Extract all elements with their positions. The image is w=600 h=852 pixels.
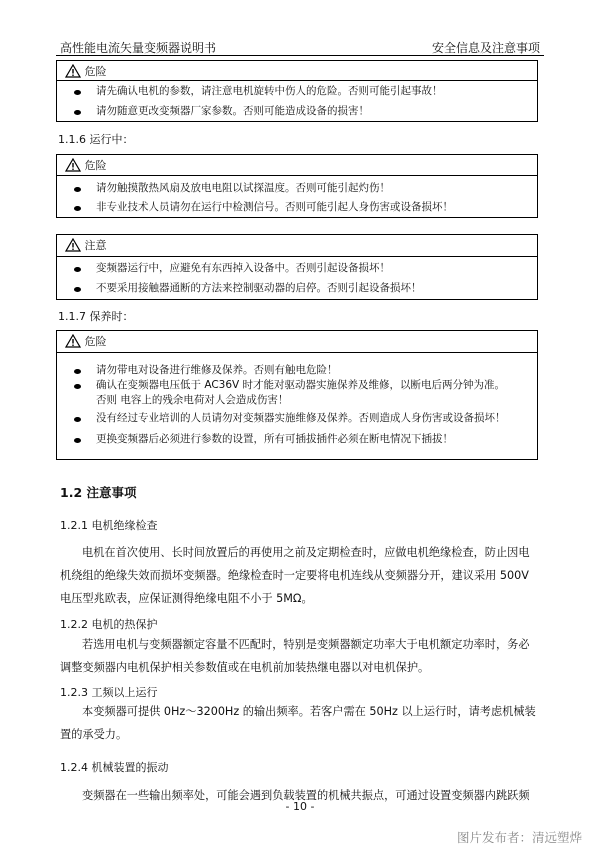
section-heading-1-2-4: 1.2.4 机械装置的振动 <box>60 761 169 774</box>
bullet-icon <box>74 384 81 389</box>
section-1-1-6: 1.1.6 运行中： <box>58 133 134 146</box>
header-section-title: 安全信息及注意事项 <box>431 41 540 55</box>
paragraph-line: 置的承受力。 <box>60 728 128 741</box>
box-title: 危险 <box>65 158 107 173</box>
warning-triangle-icon <box>65 334 81 348</box>
bullet-icon <box>74 267 81 272</box>
bullet-icon <box>74 438 81 443</box>
danger-box-2: 危险 请勿触摸散热风扇及放电电阻以试探温度。否则可能引起灼伤！ 非专业技术人员请勿在运行中检测信号。否则可能引起人身伤害或设备损坏！ <box>56 154 538 218</box>
bullet-icon <box>74 417 81 422</box>
bullet-icon <box>74 90 81 95</box>
bullet-icon <box>74 287 81 292</box>
bullet-icon <box>74 369 81 374</box>
paragraph-1-2-3 <box>60 700 548 746</box>
box-title: 危险 <box>65 334 107 349</box>
paragraph-line: 电压型兆欧表，应保证测得绝缘电阻不小于 5MΩ。 <box>60 592 313 605</box>
danger-box-3: 危险 请勿带电对设备进行维修及保养。否则有触电危险！ 确认在变频器电压低于 AC36V 时才能对驱动器实施保养及维修，以断电后两分钟为准。 否则 电容上的残余电荷对人会造成伤害！ 没有经过专业培训的人员请勿对变频器实施维修及保养。否则造成人身伤害或设备损坏！ 更换变频器后必须进行参数的设置，所有可插拔插件必须在断电情况下插拔！ <box>56 330 538 460</box>
section-heading-1-2-2: 1.2.2 电机的热保护 <box>60 618 158 631</box>
warning-triangle-icon <box>65 238 81 252</box>
warning-triangle-icon <box>65 158 81 172</box>
caution-box: 注意 变频器运行中，应避免有东西掉入设备中。否则引起设备损坏！ 不要采用接触器通断的方法来控制驱动器的启停。否则引起设备损坏！ <box>56 234 538 300</box>
page-header <box>56 38 544 56</box>
section-heading-1-2: 1.2 注意事项 <box>60 485 137 500</box>
box-title: 危险 <box>65 64 107 79</box>
paragraph-1-2-2 <box>60 633 548 679</box>
divider <box>57 256 537 257</box>
paragraph-line: 变频器在一些输出频率处，可能会遇到负载装置的机械共振点，可通过设置变频器内跳跃频 <box>82 789 530 802</box>
divider <box>57 352 537 353</box>
page-number: - 10 - <box>285 800 315 813</box>
header-doc-title: 高性能电流矢量变频器说明书 <box>60 41 217 55</box>
bullet-icon <box>74 206 81 211</box>
danger-box-1: 危险 请先确认电机的参数，请注意电机旋转中伤人的危险。否则可能引起事故！ 请勿随意更改变频器厂家参数。否则可能造成设备的损害！ <box>56 60 538 122</box>
divider <box>57 175 537 176</box>
paragraph-line: 调整变频器内电机保护相关参数值或在电机前加装热继电器以对电机保护。 <box>60 661 430 674</box>
warning-triangle-icon <box>65 64 81 78</box>
paragraph-line: 本变频器可提供 0Hz～3200Hz 的输出频率。若客户需在 50Hz 以上运行时，请考虑机械装 <box>82 705 536 718</box>
box-title: 注意 <box>65 238 107 253</box>
paragraph-line: 若选用电机与变频器额定容量不匹配时，特别是变频器额定功率大于电机额定功率时，务必 <box>82 638 530 651</box>
watermark: 图片发布者：清远塑烨 <box>456 830 582 845</box>
bullet-icon <box>74 110 81 115</box>
section-heading-1-2-3: 1.2.3 工频以上运行 <box>60 686 158 699</box>
section-1-1-7: 1.1.7 保养时： <box>58 310 134 323</box>
paragraph-1-2-1 <box>60 541 548 610</box>
divider <box>57 80 537 81</box>
bullet-icon <box>74 187 81 192</box>
paragraph-line: 机绕组的绝缘失效而损坏变频器。绝缘检查时一定要将电机连线从变频器分开，建议采用 500V <box>60 569 529 582</box>
paragraph-line: 电机在首次使用、长时间放置后的再使用之前及定期检查时，应做电机绝缘检查，防止因电 <box>82 546 530 559</box>
section-heading-1-2-1: 1.2.1 电机绝缘检查 <box>60 519 158 532</box>
